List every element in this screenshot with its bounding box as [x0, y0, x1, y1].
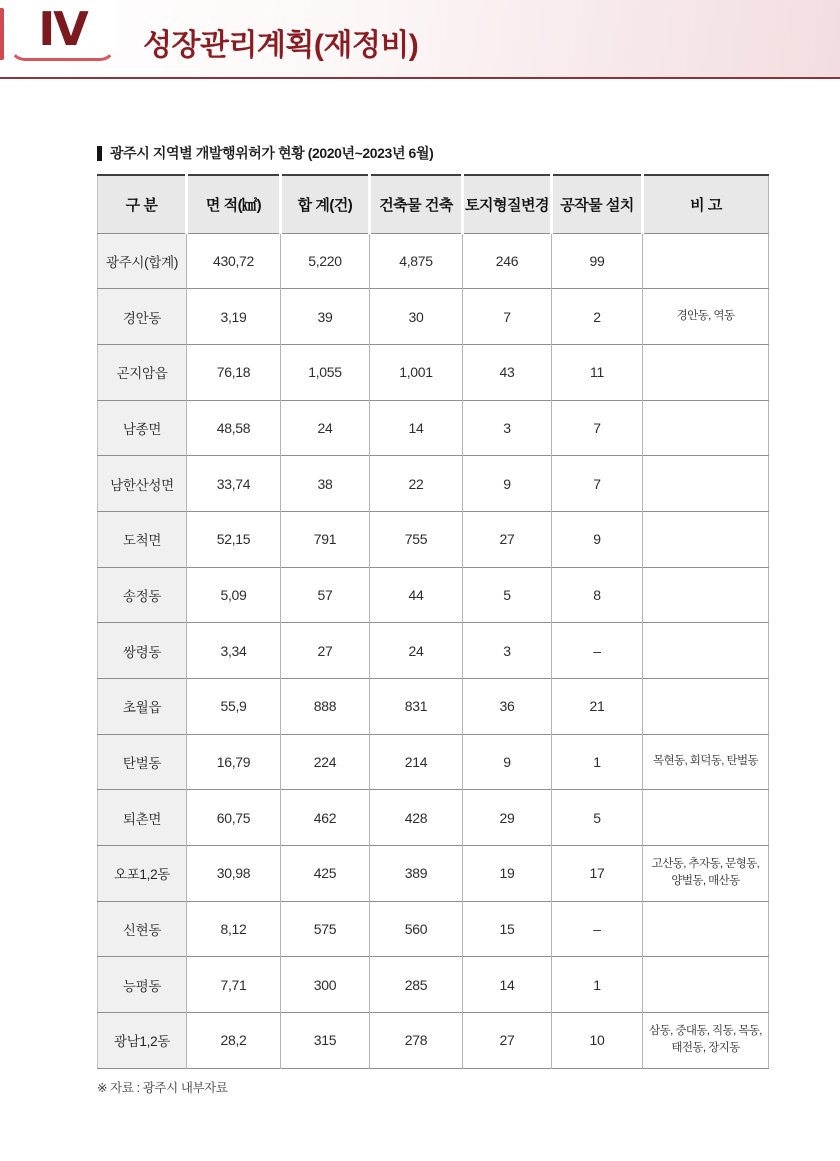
remark-cell [643, 400, 769, 456]
table-row [98, 1013, 769, 1069]
row-header-cell: 신현동 [98, 901, 187, 957]
remark-cell: 경안동, 역동 [643, 289, 769, 345]
value-cell: 55,9 [187, 679, 281, 735]
value-cell: 5,09 [187, 567, 281, 623]
value-cell: 21 [552, 679, 643, 735]
value-cell: 1,055 [281, 344, 370, 400]
source-footnote: ※ 자료 : 광주시 내부자료 [97, 1080, 228, 1095]
remark-cell [643, 233, 769, 289]
row-header-cell: 송정동 [98, 567, 187, 623]
value-cell: 7 [552, 400, 643, 456]
chapter-header [0, 0, 840, 79]
row-header-cell: 탄벌동 [98, 734, 187, 790]
value-cell: 30 [370, 289, 463, 345]
value-cell: 11 [552, 344, 643, 400]
value-cell: 19 [463, 846, 552, 902]
value-cell: 14 [463, 957, 552, 1013]
value-cell: 99 [552, 233, 643, 289]
value-cell: 8 [552, 567, 643, 623]
remark-cell [643, 679, 769, 735]
value-cell: 7 [463, 289, 552, 345]
value-cell: 8,12 [187, 901, 281, 957]
table-row [98, 400, 769, 456]
value-cell: – [552, 901, 643, 957]
column-header: 토지형질변경 [463, 175, 552, 233]
value-cell: 831 [370, 679, 463, 735]
value-cell: 27 [281, 623, 370, 679]
value-cell: 791 [281, 511, 370, 567]
remark-cell [643, 957, 769, 1013]
remark-cell [643, 456, 769, 512]
value-cell: 22 [370, 456, 463, 512]
remark-cell [643, 623, 769, 679]
row-header-cell: 오포1,2동 [98, 846, 187, 902]
value-cell: 57 [281, 567, 370, 623]
value-cell: 4,875 [370, 233, 463, 289]
table-body [98, 233, 769, 1068]
value-cell: – [552, 623, 643, 679]
table-row [98, 957, 769, 1013]
row-header-cell: 광남1,2동 [98, 1013, 187, 1069]
value-cell: 1,001 [370, 344, 463, 400]
value-cell: 10 [552, 1013, 643, 1069]
caption-bar-icon [97, 146, 102, 161]
value-cell: 285 [370, 957, 463, 1013]
value-cell: 24 [370, 623, 463, 679]
column-header: 합 계(건) [281, 175, 370, 233]
value-cell: 224 [281, 734, 370, 790]
value-cell: 60,75 [187, 790, 281, 846]
value-cell: 755 [370, 511, 463, 567]
row-header-cell: 경안동 [98, 289, 187, 345]
value-cell: 33,74 [187, 456, 281, 512]
value-cell: 9 [463, 456, 552, 512]
table-row [98, 511, 769, 567]
value-cell: 39 [281, 289, 370, 345]
page-title: 성장관리계획(재정비) [143, 29, 419, 62]
value-cell: 428 [370, 790, 463, 846]
table-row [98, 790, 769, 846]
remark-cell: 목현동, 회덕동, 탄벌동 [643, 734, 769, 790]
row-header-cell: 남종면 [98, 400, 187, 456]
table-row [98, 901, 769, 957]
remark-cell: 고산동, 추자동, 문형동, 양벌동, 매산동 [643, 846, 769, 902]
value-cell: 425 [281, 846, 370, 902]
row-header-cell: 쌍령동 [98, 623, 187, 679]
remark-cell [643, 567, 769, 623]
value-cell: 430,72 [187, 233, 281, 289]
value-cell: 5 [463, 567, 552, 623]
value-cell: 16,79 [187, 734, 281, 790]
table-head [98, 175, 769, 233]
column-header: 공작물 설치 [552, 175, 643, 233]
value-cell: 1 [552, 734, 643, 790]
value-cell: 36 [463, 679, 552, 735]
table-caption [97, 143, 770, 163]
value-cell: 462 [281, 790, 370, 846]
value-cell: 52,15 [187, 511, 281, 567]
table-row [98, 846, 769, 902]
column-header: 구 분 [98, 175, 187, 233]
remark-cell [643, 511, 769, 567]
value-cell: 14 [370, 400, 463, 456]
column-header: 건축물 건축 [370, 175, 463, 233]
value-cell: 7,71 [187, 957, 281, 1013]
value-cell: 888 [281, 679, 370, 735]
row-header-cell: 능평동 [98, 957, 187, 1013]
value-cell: 43 [463, 344, 552, 400]
value-cell: 5,220 [281, 233, 370, 289]
value-cell: 27 [463, 1013, 552, 1069]
value-cell: 3,19 [187, 289, 281, 345]
column-header: 비 고 [643, 175, 769, 233]
value-cell: 9 [552, 511, 643, 567]
row-header-cell: 남한산성면 [98, 456, 187, 512]
row-header-cell: 도척면 [98, 511, 187, 567]
value-cell: 27 [463, 511, 552, 567]
chapter-badge [9, 0, 116, 61]
remark-cell [643, 901, 769, 957]
value-cell: 246 [463, 233, 552, 289]
value-cell: 3 [463, 400, 552, 456]
table-row [98, 456, 769, 512]
page-content [0, 143, 840, 1096]
table-caption-text: 광주시 지역별 개발행위허가 현황 (2020년~2023년 6월) [110, 145, 434, 161]
value-cell: 3 [463, 623, 552, 679]
value-cell: 1 [552, 957, 643, 1013]
value-cell: 7 [552, 456, 643, 512]
left-edge-accent [0, 8, 4, 60]
remark-cell [643, 344, 769, 400]
value-cell: 38 [281, 456, 370, 512]
table-row [98, 567, 769, 623]
value-cell: 300 [281, 957, 370, 1013]
row-header-cell: 곤지암읍 [98, 344, 187, 400]
value-cell: 44 [370, 567, 463, 623]
table-row [98, 233, 769, 289]
value-cell: 560 [370, 901, 463, 957]
development-permit-table [97, 174, 769, 1069]
remark-cell: 삼동, 중대동, 직동, 목동, 태전동, 장지동 [643, 1013, 769, 1069]
value-cell: 29 [463, 790, 552, 846]
value-cell: 315 [281, 1013, 370, 1069]
table-row [98, 623, 769, 679]
row-header-cell: 퇴촌면 [98, 790, 187, 846]
value-cell: 9 [463, 734, 552, 790]
row-header-cell: 초월읍 [98, 679, 187, 735]
value-cell: 3,34 [187, 623, 281, 679]
table-row [98, 289, 769, 345]
value-cell: 214 [370, 734, 463, 790]
value-cell: 48,58 [187, 400, 281, 456]
table-row [98, 679, 769, 735]
value-cell: 28,2 [187, 1013, 281, 1069]
header-row [98, 175, 769, 233]
value-cell: 30,98 [187, 846, 281, 902]
remark-cell [643, 790, 769, 846]
row-header-cell: 광주시(합계) [98, 233, 187, 289]
value-cell: 278 [370, 1013, 463, 1069]
chapter-numeral: Ⅳ [38, 2, 87, 55]
value-cell: 17 [552, 846, 643, 902]
value-cell: 389 [370, 846, 463, 902]
value-cell: 76,18 [187, 344, 281, 400]
table-row [98, 734, 769, 790]
value-cell: 15 [463, 901, 552, 957]
table-row [98, 344, 769, 400]
value-cell: 575 [281, 901, 370, 957]
value-cell: 2 [552, 289, 643, 345]
value-cell: 5 [552, 790, 643, 846]
column-header: 면 적(㎢) [187, 175, 281, 233]
value-cell: 24 [281, 400, 370, 456]
